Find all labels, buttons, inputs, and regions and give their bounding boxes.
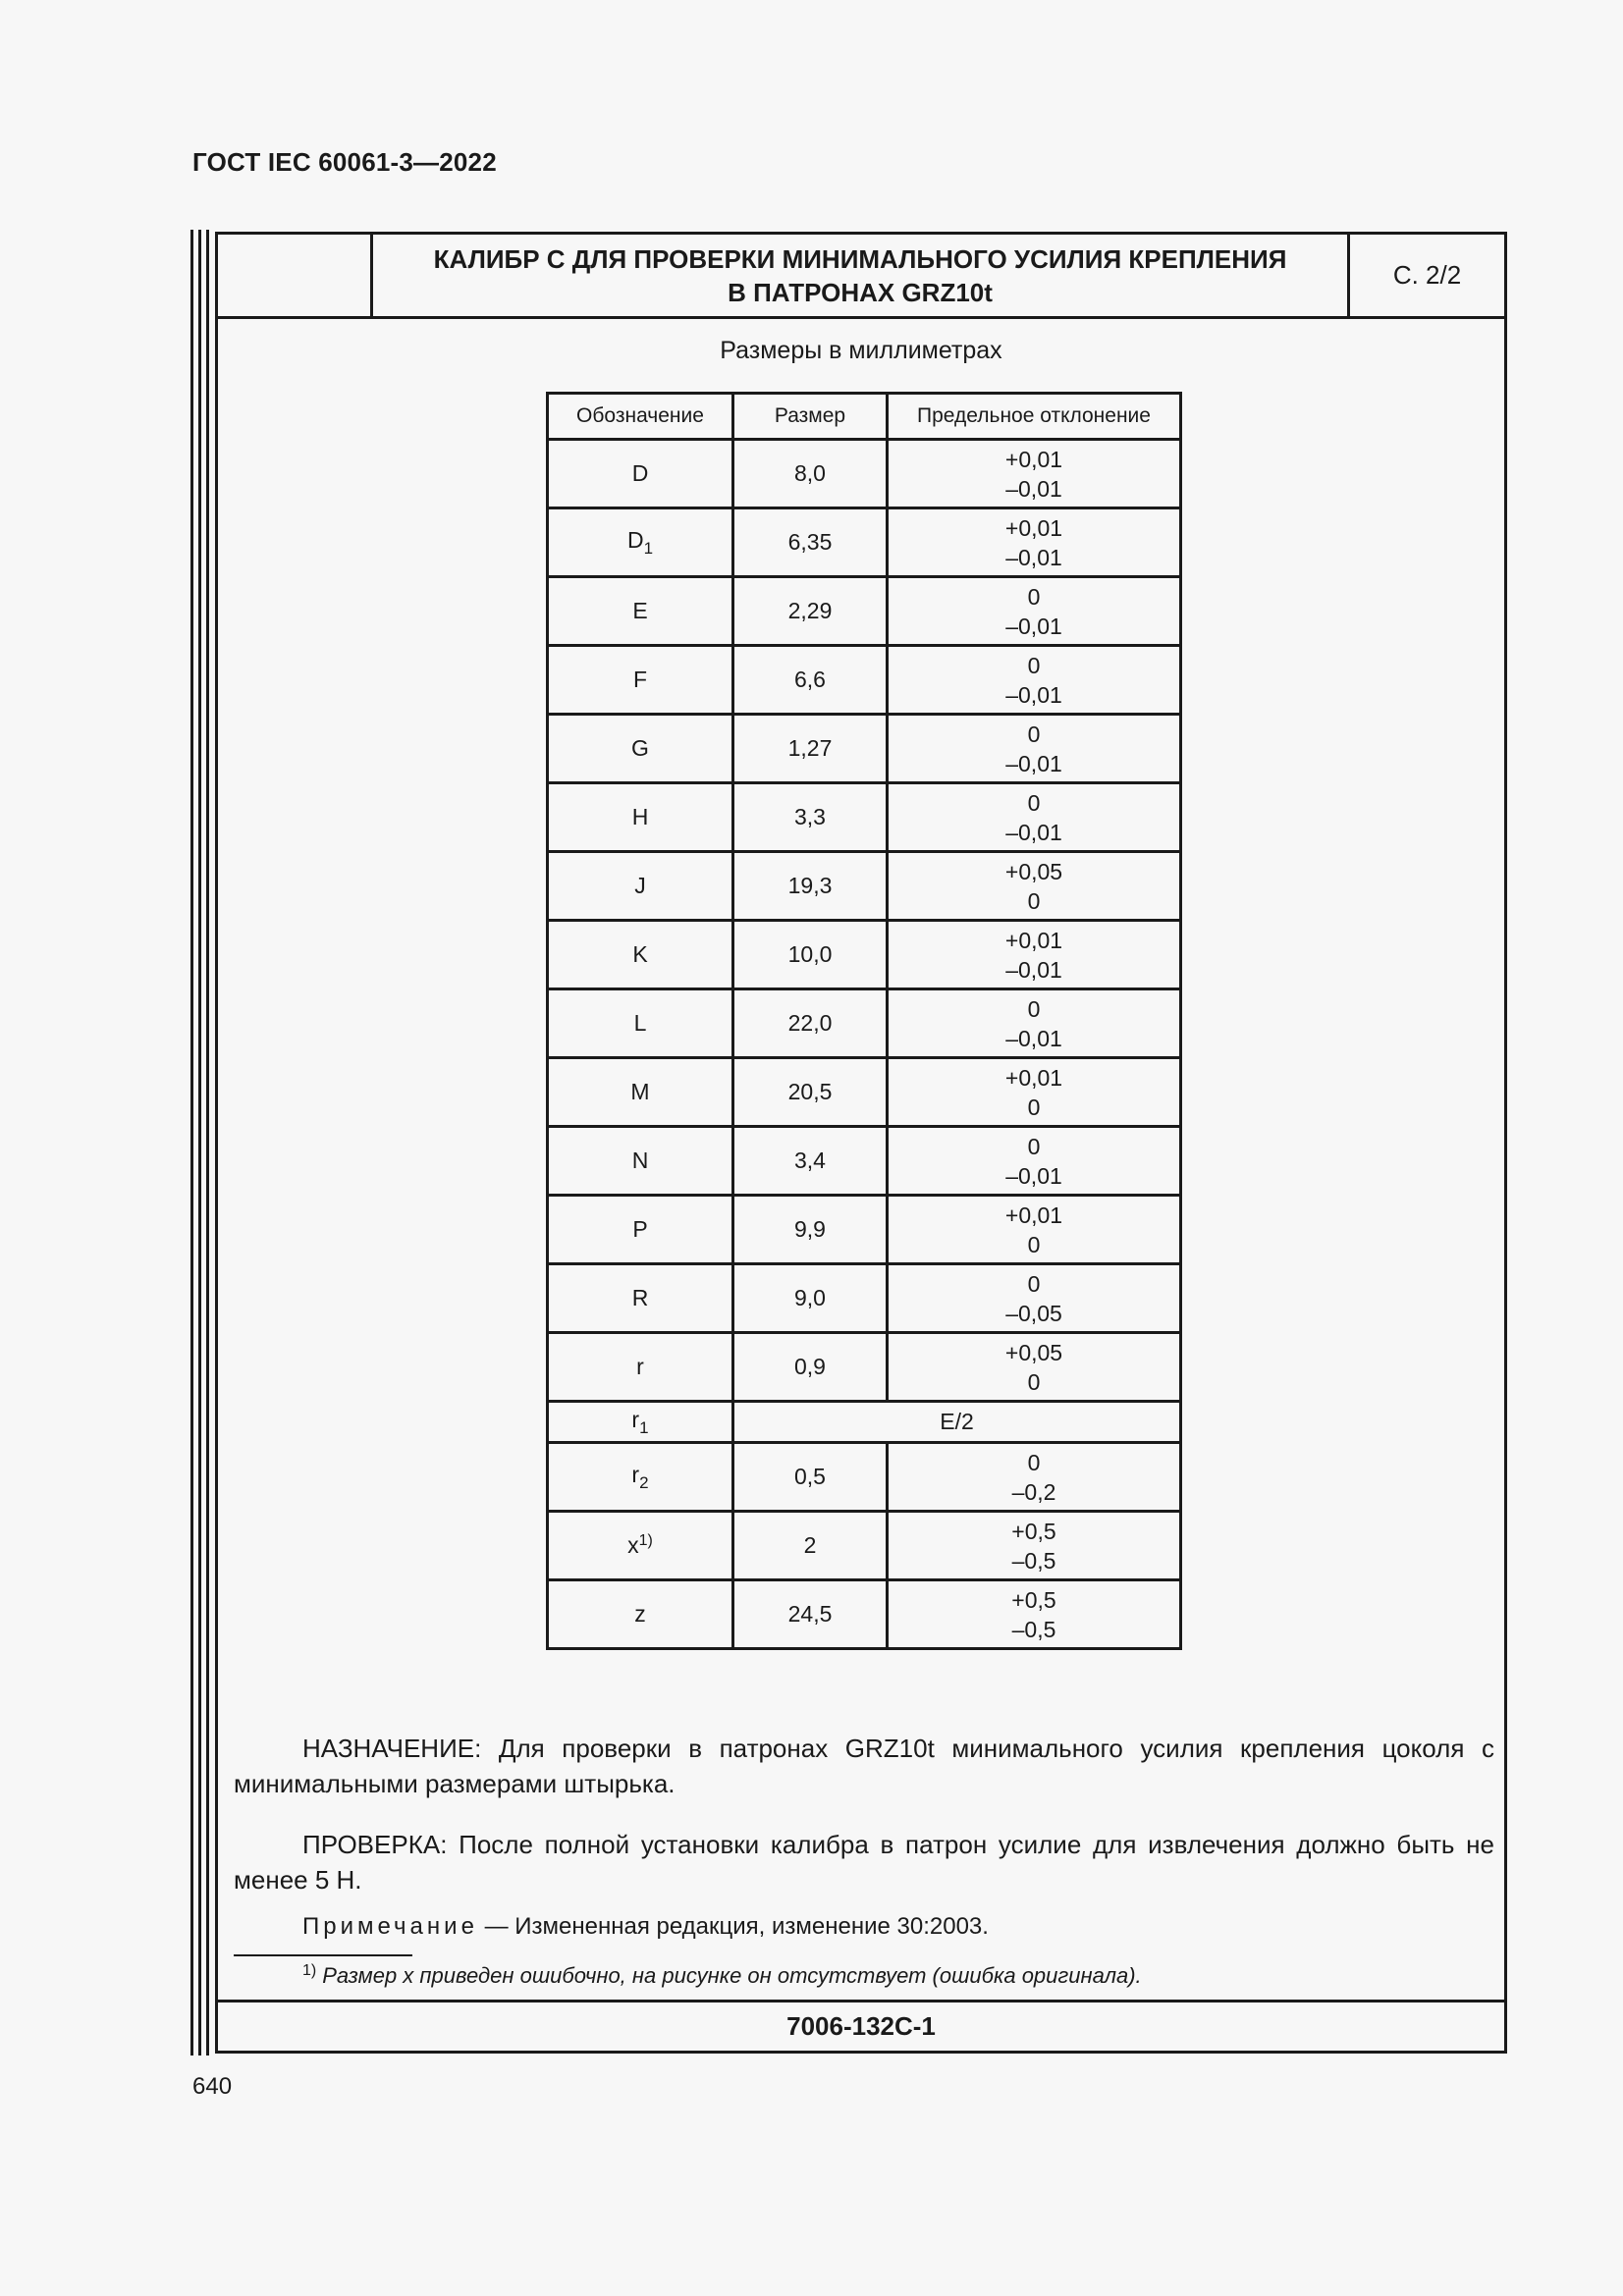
tolerance-cell <box>888 577 1181 646</box>
note-text: — Измененная редакция, изменение 30:2003. <box>477 1913 989 1940</box>
designation-cell <box>548 1196 733 1264</box>
upper-deviation: +0,01 <box>1004 1201 1063 1228</box>
designation-cell <box>548 921 733 989</box>
table-row <box>548 1264 1181 1333</box>
upper-deviation: +0,01 <box>1004 927 1063 953</box>
size-cell: 24,5 <box>733 1580 888 1649</box>
size-cell: 6,35 <box>733 508 888 577</box>
designation-subscript: 1 <box>643 538 654 558</box>
tolerance-cell <box>888 921 1181 989</box>
table-row <box>548 440 1181 508</box>
units-caption: Размеры в миллиметрах <box>720 337 1002 364</box>
lower-deviation: –0,01 <box>1005 1162 1062 1189</box>
designation-cell <box>548 440 733 508</box>
table-row <box>548 1196 1181 1264</box>
tolerance-cell <box>888 1443 1181 1512</box>
size-cell: 0,5 <box>733 1443 888 1512</box>
table-row <box>548 852 1181 921</box>
designation-cell <box>548 852 733 921</box>
table-row <box>548 577 1181 646</box>
designation-symbol: D <box>626 526 644 553</box>
size-cell: 1,27 <box>733 715 888 783</box>
table-row <box>548 921 1181 989</box>
footnote <box>302 1962 1142 1989</box>
upper-deviation: 0 <box>1027 789 1041 816</box>
tolerance-cell <box>888 1580 1181 1649</box>
designation-cell <box>548 1512 733 1580</box>
tolerance-cell <box>888 1058 1181 1127</box>
designation-symbol: P <box>632 1216 648 1242</box>
footnote-text: Размер х приведен ошибочно, на рисунке он отсутствует (ошибка оригинала). <box>322 1963 1142 1988</box>
designation-symbol: r <box>636 1354 644 1379</box>
upper-deviation: 0 <box>1027 1449 1041 1475</box>
note-label: Примечание <box>302 1913 478 1940</box>
lower-deviation: –0,01 <box>1005 613 1062 639</box>
dimensions-table <box>546 392 1182 1650</box>
lower-deviation: –0,01 <box>1005 475 1062 502</box>
table-row <box>548 1443 1181 1512</box>
lower-deviation: –0,05 <box>1005 1300 1062 1326</box>
designation-cell <box>548 1443 733 1512</box>
size-cell: 2,29 <box>733 577 888 646</box>
designation-symbol: M <box>630 1079 650 1104</box>
page-reference: С. 2/2 <box>1392 260 1462 290</box>
column-header: Предельное отклонение <box>888 394 1181 440</box>
tolerance-cell <box>888 1196 1181 1264</box>
sheet-code: 7006-132С-1 <box>218 2000 1504 2051</box>
tolerance-cell <box>888 783 1181 852</box>
designation-cell <box>548 646 733 715</box>
size-cell: 9,9 <box>733 1196 888 1264</box>
upper-deviation: 0 <box>1027 721 1041 747</box>
size-cell: 10,0 <box>733 921 888 989</box>
designation-cell <box>548 1402 733 1443</box>
title-block <box>218 235 1504 319</box>
upper-deviation: +0,5 <box>1011 1586 1056 1613</box>
designation-cell <box>548 577 733 646</box>
designation-cell <box>548 783 733 852</box>
size-cell: 9,0 <box>733 1264 888 1333</box>
lower-deviation: –0,01 <box>1005 819 1062 845</box>
table-row <box>548 1402 1181 1443</box>
tolerance-cell <box>888 1333 1181 1402</box>
tolerance-cell <box>888 440 1181 508</box>
size-cell: 3,4 <box>733 1127 888 1196</box>
designation-symbol: N <box>631 1148 649 1173</box>
sheet-title-line-1: КАЛИБР С ДЛЯ ПРОВЕРКИ МИНИМАЛЬНОГО УСИЛИЯ КРЕПЛЕНИЯ <box>433 243 1287 274</box>
table-body <box>548 440 1181 1649</box>
sheet-title-line-2: В ПАТРОНАХ GRZ10t <box>728 277 993 307</box>
designation-cell <box>548 1127 733 1196</box>
lower-deviation: 0 <box>1027 887 1041 914</box>
column-header: Обозначение <box>548 394 733 440</box>
upper-deviation: +0,01 <box>1004 1064 1063 1091</box>
table-row <box>548 1333 1181 1402</box>
table-row <box>548 1580 1181 1649</box>
lower-deviation: –0,01 <box>1005 750 1062 776</box>
size-cell: 3,3 <box>733 783 888 852</box>
tolerance-cell <box>888 1512 1181 1580</box>
designation-cell <box>548 1333 733 1402</box>
designation-symbol: r <box>631 1461 640 1487</box>
designation-symbol: x <box>627 1532 639 1558</box>
designation-cell <box>548 508 733 577</box>
lower-deviation: –0,01 <box>1005 544 1062 570</box>
designation-symbol: D <box>631 460 649 486</box>
table-row <box>548 1512 1181 1580</box>
tolerance-cell <box>888 1264 1181 1333</box>
upper-deviation: +0,01 <box>1004 446 1063 472</box>
size-cell: 6,6 <box>733 646 888 715</box>
footnote-marker: 1) <box>302 1962 317 1979</box>
tolerance-cell <box>888 989 1181 1058</box>
size-cell: 2 <box>733 1512 888 1580</box>
lower-deviation: –0,2 <box>1011 1478 1056 1505</box>
lower-deviation: –0,5 <box>1011 1616 1056 1642</box>
designation-cell <box>548 1264 733 1333</box>
table-row <box>548 989 1181 1058</box>
designation-cell <box>548 989 733 1058</box>
note <box>302 1913 989 1941</box>
upper-deviation: 0 <box>1027 583 1041 610</box>
designation-cell <box>548 1058 733 1127</box>
tolerance-cell <box>888 1127 1181 1196</box>
designation-symbol: G <box>631 735 649 761</box>
upper-deviation: 0 <box>1027 995 1041 1022</box>
lower-deviation: 0 <box>1027 1094 1041 1120</box>
tolerance-cell <box>888 646 1181 715</box>
table-row <box>548 1127 1181 1196</box>
upper-deviation: 0 <box>1027 1133 1041 1159</box>
footnote-rule <box>234 1954 412 1956</box>
lower-deviation: –0,01 <box>1005 956 1062 983</box>
upper-deviation: +0,5 <box>1011 1518 1056 1544</box>
table-row <box>548 646 1181 715</box>
designation-symbol: H <box>631 804 649 829</box>
designation-subscript: 1 <box>639 1417 649 1437</box>
footnote-reference: 1) <box>638 1532 653 1549</box>
upper-deviation: 0 <box>1027 652 1041 678</box>
designation-subscript: 2 <box>639 1472 649 1492</box>
size-cell: 8,0 <box>733 440 888 508</box>
designation-symbol: R <box>631 1285 649 1310</box>
tolerance-cell <box>888 852 1181 921</box>
designation-symbol: z <box>634 1601 646 1627</box>
lower-deviation: 0 <box>1027 1368 1041 1395</box>
document-header: ГОСТ IEC 60061-3—2022 <box>192 147 497 177</box>
page-number: 640 <box>192 2073 233 2100</box>
title-blank-cell <box>218 235 373 316</box>
table-header-row <box>548 394 1181 440</box>
upper-deviation: +0,01 <box>1004 514 1063 541</box>
table-row <box>548 1058 1181 1127</box>
upper-deviation: +0,05 <box>1004 1339 1063 1365</box>
designation-symbol: F <box>632 667 648 692</box>
check-paragraph: ПРОВЕРКА: После полной установки калибра в патрон усилие для извлечения должно быть не менее 5 Н. <box>234 1830 1494 1895</box>
lower-deviation: –0,5 <box>1011 1547 1056 1574</box>
designation-symbol: r <box>631 1406 640 1432</box>
designation-cell <box>548 715 733 783</box>
table-row <box>548 715 1181 783</box>
designation-symbol: E <box>632 598 648 623</box>
sheet-title <box>373 235 1350 316</box>
lower-deviation: –0,01 <box>1005 1025 1062 1051</box>
tolerance-cell <box>888 508 1181 577</box>
size-cell: 20,5 <box>733 1058 888 1127</box>
table-row <box>548 508 1181 577</box>
designation-cell <box>548 1580 733 1649</box>
binding-margin-rules <box>190 230 210 2056</box>
column-header: Размер <box>733 394 888 440</box>
purpose-paragraph: НАЗНАЧЕНИЕ: Для проверки в патронах GRZ10t минимального усилия крепления цоколя с минимальными размерами штырька. <box>234 1734 1494 1798</box>
designation-symbol: L <box>633 1010 647 1036</box>
designation-symbol: K <box>632 941 648 967</box>
designation-symbol: J <box>634 873 646 898</box>
upper-deviation: +0,05 <box>1004 858 1063 884</box>
merged-value-cell: E/2 <box>733 1402 1181 1443</box>
size-cell: 22,0 <box>733 989 888 1058</box>
sheet-frame <box>215 232 1507 2054</box>
table-row <box>548 783 1181 852</box>
lower-deviation: –0,01 <box>1005 681 1062 708</box>
size-cell: 19,3 <box>733 852 888 921</box>
tolerance-cell <box>888 715 1181 783</box>
upper-deviation: 0 <box>1027 1270 1041 1297</box>
size-cell: 0,9 <box>733 1333 888 1402</box>
lower-deviation: 0 <box>1027 1231 1041 1257</box>
